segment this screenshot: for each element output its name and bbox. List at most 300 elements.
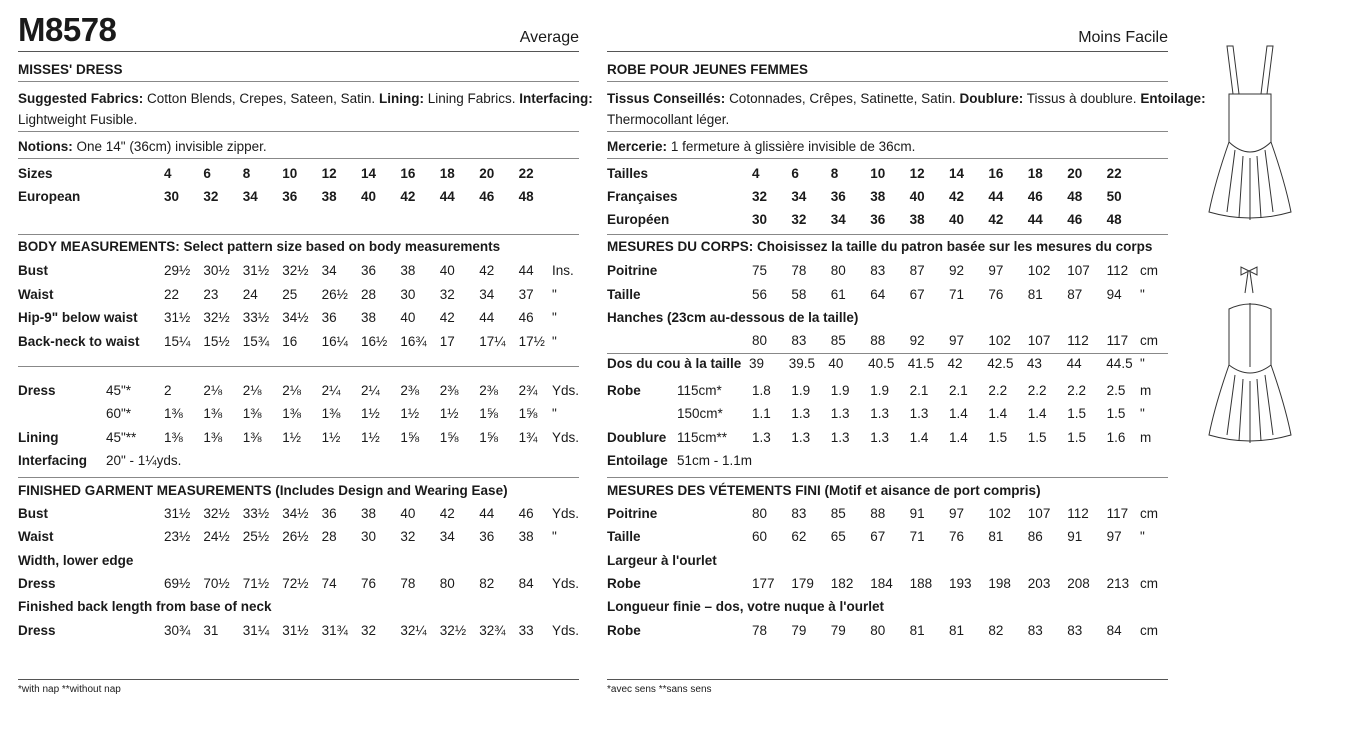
unit-label: " bbox=[552, 310, 557, 325]
table-cell: 33½ bbox=[242, 506, 270, 521]
table-cell: 34 bbox=[439, 529, 455, 544]
table-cell: 79 bbox=[830, 623, 846, 638]
table-cell: 56 bbox=[752, 286, 768, 302]
table-cell: 46 bbox=[1027, 189, 1043, 204]
table-row bbox=[607, 622, 1168, 640]
table-cell: 83 bbox=[870, 263, 886, 278]
table-cell: 1.6 bbox=[1106, 430, 1126, 445]
table-cell: 1⅝ bbox=[439, 430, 459, 445]
table-cell: 2 bbox=[164, 383, 172, 398]
table-cell: 32½ bbox=[203, 506, 230, 521]
table-cell: 42 bbox=[949, 189, 965, 204]
table-cell: 33½ bbox=[242, 310, 270, 325]
table-cell: 38 bbox=[909, 212, 925, 227]
table-cell: 213 bbox=[1106, 576, 1130, 591]
table-cell: 112 bbox=[1067, 333, 1089, 348]
table-cell: 16 bbox=[282, 333, 298, 349]
table-row bbox=[18, 309, 579, 327]
table-cell: 88 bbox=[870, 333, 886, 348]
interfacing-line: Lightweight Fusible. bbox=[18, 112, 138, 127]
table-cell: 17¼ bbox=[479, 333, 506, 349]
table-cell: 24 bbox=[242, 286, 258, 302]
pattern-code: M8578 bbox=[18, 11, 117, 48]
table-cell: 1⅜ bbox=[203, 430, 223, 445]
table-cell: 67 bbox=[909, 286, 925, 302]
table-cell: 32½ bbox=[282, 263, 309, 278]
table-cell: 83 bbox=[791, 333, 807, 348]
table-cell: 2⅜ bbox=[439, 383, 459, 398]
table-cell: 1.3 bbox=[830, 430, 850, 445]
table-cell: 85 bbox=[830, 333, 846, 348]
width-heading-fr: Largeur à l'ourlet bbox=[607, 553, 717, 568]
row-text: 20" - 1¼yds. bbox=[106, 453, 182, 468]
table-row bbox=[18, 528, 579, 546]
table-row bbox=[18, 405, 579, 423]
table-cell: 1½ bbox=[361, 430, 380, 445]
table-cell: 34 bbox=[791, 189, 807, 204]
table-cell: 193 bbox=[949, 576, 972, 591]
table-cell: 83 bbox=[1027, 623, 1043, 638]
unit-label: Yds. bbox=[552, 506, 580, 521]
row-label: Back-neck to waist bbox=[18, 333, 140, 349]
row-label: Taille bbox=[607, 529, 641, 544]
row-label: Hip-9" below waist bbox=[18, 310, 138, 325]
table-cell: 36 bbox=[479, 529, 495, 544]
table-cell: 16 bbox=[400, 166, 416, 181]
table-cell: 17 bbox=[439, 333, 455, 349]
table-cell: 76 bbox=[949, 529, 965, 544]
table-cell: 67 bbox=[870, 529, 886, 544]
row-label: Entoilage bbox=[607, 453, 668, 468]
table-cell: 1⅜ bbox=[321, 406, 341, 421]
table-cell: 1.3 bbox=[752, 430, 771, 445]
table-cell: 31½ bbox=[282, 623, 309, 638]
table-cell: 2⅛ bbox=[242, 383, 262, 398]
table-cell: 12 bbox=[909, 166, 925, 181]
row-label: Robe bbox=[607, 576, 641, 591]
table-cell: 87 bbox=[1067, 286, 1083, 302]
table-cell: 1⅜ bbox=[164, 406, 183, 421]
table-cell: 15¾ bbox=[242, 333, 270, 349]
table-row bbox=[607, 505, 1168, 523]
table-cell: 38 bbox=[361, 310, 377, 325]
table-cell: 34½ bbox=[282, 506, 309, 521]
table-cell: 42 bbox=[439, 506, 455, 521]
fabrics-line-fr: Tissus Conseillés: Cotonnades, Crêpes, Satinette, Satin. Doublure: Tissus à doublure. Entoilage: bbox=[607, 91, 1206, 106]
table-cell: 42 bbox=[947, 356, 963, 371]
table-cell: 34 bbox=[321, 263, 337, 278]
table-cell: 34 bbox=[830, 212, 846, 227]
bow-sketch bbox=[1239, 265, 1259, 295]
table-cell: 4 bbox=[164, 166, 172, 181]
table-cell: 6 bbox=[791, 166, 799, 181]
table-cell: 76 bbox=[988, 286, 1004, 302]
table-cell: 208 bbox=[1067, 576, 1090, 591]
table-cell: 44 bbox=[479, 506, 495, 521]
table-row bbox=[607, 405, 1168, 423]
table-cell: 36 bbox=[321, 310, 337, 325]
row-label: European bbox=[18, 189, 81, 204]
table-cell: 44.5 bbox=[1106, 356, 1133, 371]
table-cell: 1.5 bbox=[1067, 430, 1086, 445]
table-cell: 2.2 bbox=[1067, 383, 1086, 398]
table-cell: 80 bbox=[752, 506, 768, 521]
table-cell: 41.5 bbox=[907, 356, 935, 371]
table-cell: 44 bbox=[439, 189, 455, 204]
table-cell: 1½ bbox=[439, 406, 459, 421]
table-cell: 83 bbox=[1067, 623, 1083, 638]
table-cell: 31½ bbox=[164, 310, 191, 325]
table-row bbox=[607, 211, 1168, 229]
row-label: Dress bbox=[18, 576, 56, 591]
table-cell: 4 bbox=[752, 166, 760, 181]
table-cell: 43 bbox=[1026, 356, 1042, 371]
table-cell: 40.5 bbox=[868, 356, 895, 371]
table-cell: 198 bbox=[988, 576, 1011, 591]
table-cell: 20 bbox=[1067, 166, 1083, 181]
table-cell: 30 bbox=[752, 212, 768, 227]
unit-label: " bbox=[1140, 529, 1145, 544]
length-heading: Finished back length from base of neck bbox=[18, 599, 272, 614]
footnote-fr: *avec sens **sans sens bbox=[607, 684, 712, 695]
table-cell: 23½ bbox=[164, 529, 191, 544]
table-cell: 78 bbox=[752, 623, 768, 638]
table-cell: 31½ bbox=[242, 263, 270, 278]
table-cell: 1.3 bbox=[791, 430, 811, 445]
table-cell: 1.4 bbox=[949, 430, 968, 445]
table-cell: 44 bbox=[1027, 212, 1043, 227]
table-cell: 1⅝ bbox=[479, 406, 498, 421]
table-cell: 80 bbox=[830, 263, 846, 278]
footnote: *with nap **without nap bbox=[18, 684, 121, 695]
table-row bbox=[607, 355, 1168, 373]
table-cell: 1.5 bbox=[1067, 406, 1086, 421]
table-cell: 70½ bbox=[203, 576, 230, 591]
table-cell: 46 bbox=[518, 310, 534, 325]
table-cell: 36 bbox=[282, 189, 298, 204]
table-cell: 40 bbox=[400, 310, 416, 325]
table-cell: 1⅜ bbox=[164, 430, 183, 445]
unit-label: Yds. bbox=[552, 383, 580, 398]
table-cell: 97 bbox=[949, 506, 965, 521]
table-cell: 10 bbox=[870, 166, 886, 181]
row-label: Robe bbox=[607, 383, 641, 398]
table-row bbox=[18, 452, 579, 470]
unit-label: " bbox=[552, 286, 557, 302]
table-cell: 30½ bbox=[203, 263, 230, 278]
table-cell: 1.3 bbox=[830, 406, 850, 421]
table-cell: 2.1 bbox=[949, 383, 968, 398]
table-cell: 32¾ bbox=[479, 623, 506, 638]
row-text: 51cm - 1.1m bbox=[677, 453, 753, 468]
table-cell: 25½ bbox=[242, 529, 270, 544]
table-cell: 80 bbox=[439, 576, 455, 591]
table-cell: 15¼ bbox=[164, 333, 191, 349]
table-cell: 1⅜ bbox=[203, 406, 223, 421]
table-cell: 16¾ bbox=[400, 333, 427, 349]
table-cell: 81 bbox=[988, 529, 1004, 544]
table-cell: 102 bbox=[988, 333, 1011, 348]
table-cell: 48 bbox=[1067, 189, 1083, 204]
unit-label: cm bbox=[1140, 333, 1158, 348]
table-cell: 2.1 bbox=[909, 383, 929, 398]
table-row bbox=[607, 188, 1168, 206]
fabrics-line: Suggested Fabrics: Cotton Blends, Crepes, Sateen, Satin. Lining: Lining Fabrics. Interfacing: bbox=[18, 91, 593, 106]
table-row bbox=[18, 333, 579, 351]
notions-line-fr: Mercerie: 1 fermeture à glissière invisible de 36cm. bbox=[607, 139, 916, 154]
table-cell: 76 bbox=[361, 576, 377, 591]
row-sub-label: 115cm** bbox=[677, 430, 728, 445]
table-cell: 26½ bbox=[282, 529, 309, 544]
table-cell: 88 bbox=[870, 506, 886, 521]
table-cell: 84 bbox=[1106, 623, 1122, 638]
table-cell: 30 bbox=[400, 286, 416, 302]
table-cell: 36 bbox=[830, 189, 846, 204]
table-row bbox=[18, 286, 579, 304]
table-cell: 60 bbox=[752, 529, 768, 544]
table-cell: 10 bbox=[282, 166, 298, 181]
table-row bbox=[18, 505, 579, 523]
table-cell: 32½ bbox=[439, 623, 467, 638]
unit-label: cm bbox=[1140, 506, 1158, 521]
table-cell: 48 bbox=[518, 189, 534, 204]
length-heading-fr: Longueur finie – dos, votre nuque à l'ourlet bbox=[607, 599, 884, 614]
french-column bbox=[607, 0, 1206, 735]
table-cell: 24½ bbox=[203, 529, 230, 544]
difficulty-level-fr: Moins Facile bbox=[1078, 29, 1168, 46]
table-cell: 32 bbox=[361, 623, 377, 638]
table-cell: 36 bbox=[361, 263, 377, 278]
table-cell: 30 bbox=[361, 529, 377, 544]
table-cell: 34 bbox=[242, 189, 258, 204]
table-cell: 81 bbox=[949, 623, 965, 638]
table-cell: 32 bbox=[400, 529, 416, 544]
table-cell: 81 bbox=[909, 623, 925, 638]
table-cell: 1.3 bbox=[870, 430, 889, 445]
table-cell: 42 bbox=[400, 189, 416, 204]
table-cell: 1¾ bbox=[518, 430, 538, 445]
table-cell: 107 bbox=[1067, 263, 1090, 278]
table-cell: 80 bbox=[870, 623, 886, 638]
table-cell: 1.4 bbox=[949, 406, 968, 421]
table-cell: 44 bbox=[479, 310, 495, 325]
table-row bbox=[18, 429, 579, 447]
table-cell: 2⅜ bbox=[479, 383, 498, 398]
table-cell: 2.5 bbox=[1106, 383, 1126, 398]
table-cell: 71 bbox=[909, 529, 925, 544]
table-cell: 64 bbox=[870, 286, 886, 302]
table-cell: 94 bbox=[1106, 286, 1122, 302]
unit-label: cm bbox=[1140, 623, 1158, 638]
table-cell: 1.4 bbox=[988, 406, 1008, 421]
table-cell: 58 bbox=[791, 286, 807, 302]
table-cell: 78 bbox=[400, 576, 416, 591]
table-cell: 92 bbox=[909, 333, 925, 348]
unit-label: " bbox=[1140, 356, 1145, 371]
table-cell: 65 bbox=[830, 529, 846, 544]
row-label: Poitrine bbox=[607, 506, 658, 521]
table-cell: 42 bbox=[988, 212, 1004, 227]
table-cell: 1⅝ bbox=[479, 430, 498, 445]
dress-back-sketch bbox=[1205, 295, 1295, 445]
table-cell: 86 bbox=[1027, 529, 1043, 544]
table-row bbox=[607, 382, 1168, 400]
table-cell: 85 bbox=[830, 506, 846, 521]
table-cell: 1½ bbox=[282, 430, 301, 445]
unit-label: Yds. bbox=[552, 623, 580, 638]
table-cell: 1⅜ bbox=[282, 406, 301, 421]
table-cell: 61 bbox=[830, 286, 846, 302]
table-cell: 31½ bbox=[164, 506, 191, 521]
table-cell: 40 bbox=[439, 263, 455, 278]
table-row bbox=[18, 622, 579, 640]
table-cell: 14 bbox=[949, 166, 965, 181]
row-label: Interfacing bbox=[18, 453, 88, 468]
unit-label: " bbox=[552, 333, 557, 349]
table-row bbox=[607, 575, 1168, 593]
table-row bbox=[607, 286, 1168, 304]
body-measurements-heading-fr: MESURES DU CORPS: Choisissez la taille du patron basée sur les mesures du corps bbox=[607, 239, 1153, 254]
row-label: Lining bbox=[18, 430, 59, 445]
table-cell: 97 bbox=[988, 263, 1004, 278]
table-cell: 36 bbox=[870, 212, 886, 227]
table-cell: 71 bbox=[949, 286, 965, 302]
row-label: Dress bbox=[18, 623, 56, 638]
row-label: Tailles bbox=[607, 166, 649, 181]
table-cell: 97 bbox=[1106, 529, 1122, 544]
table-cell: 71½ bbox=[242, 576, 270, 591]
table-row bbox=[18, 165, 579, 183]
table-cell: 44 bbox=[988, 189, 1004, 204]
table-cell: 25 bbox=[282, 286, 298, 302]
row-sub-label: 150cm* bbox=[677, 406, 723, 421]
table-cell: 40 bbox=[909, 189, 925, 204]
hanches-label: Hanches (23cm au-dessous de la taille) bbox=[607, 310, 859, 325]
unit-label: m bbox=[1140, 430, 1152, 445]
table-cell: 48 bbox=[1106, 212, 1122, 227]
table-cell: 2⅛ bbox=[282, 383, 301, 398]
table-cell: 1.5 bbox=[988, 430, 1008, 445]
table-cell: 1.4 bbox=[909, 430, 929, 445]
table-cell: 6 bbox=[203, 166, 211, 181]
table-cell: 23 bbox=[203, 286, 219, 302]
section-title-fr: ROBE POUR JEUNES FEMMES bbox=[607, 62, 809, 77]
table-row bbox=[607, 332, 1168, 350]
table-cell: 2¾ bbox=[518, 383, 538, 398]
row-label: Poitrine bbox=[607, 263, 658, 278]
table-cell: 1.5 bbox=[1106, 406, 1126, 421]
table-row bbox=[607, 452, 1168, 470]
table-cell: 50 bbox=[1106, 189, 1122, 204]
table-cell: 2⅛ bbox=[203, 383, 223, 398]
table-row bbox=[18, 382, 579, 400]
table-cell: 203 bbox=[1027, 576, 1051, 591]
unit-label: Yds. bbox=[552, 576, 580, 591]
table-cell: 42 bbox=[439, 310, 455, 325]
table-cell: 28 bbox=[361, 286, 377, 302]
table-cell: 1.5 bbox=[1027, 430, 1047, 445]
table-cell: 112 bbox=[1067, 506, 1089, 521]
table-cell: 117 bbox=[1106, 506, 1129, 521]
table-cell: 12 bbox=[321, 166, 337, 181]
table-cell: 1½ bbox=[400, 406, 420, 421]
row-label: Waist bbox=[18, 286, 54, 302]
table-cell: 1.3 bbox=[870, 406, 889, 421]
table-cell: 20 bbox=[479, 166, 495, 181]
row-label: Françaises bbox=[607, 189, 678, 204]
table-row bbox=[607, 429, 1168, 447]
row-sub-label: 115cm* bbox=[677, 383, 722, 398]
table-row bbox=[18, 188, 579, 206]
table-cell: 22 bbox=[1106, 166, 1122, 181]
table-cell: 112 bbox=[1106, 263, 1129, 278]
table-cell: 31 bbox=[203, 623, 219, 638]
table-cell: 1.4 bbox=[1027, 406, 1047, 421]
table-cell: 1.1 bbox=[752, 406, 771, 421]
table-row bbox=[607, 262, 1168, 280]
row-sub-label: 45"* bbox=[106, 383, 132, 398]
table-cell: 82 bbox=[988, 623, 1004, 638]
table-cell: 38 bbox=[361, 506, 377, 521]
finished-heading: FINISHED GARMENT MEASUREMENTS (Includes Design and Wearing Ease) bbox=[18, 483, 508, 498]
table-cell: 2⅜ bbox=[400, 383, 420, 398]
table-cell: 182 bbox=[830, 576, 854, 591]
body-measurements-heading: BODY MEASUREMENTS: Select pattern size based on body measurements bbox=[18, 239, 501, 254]
interfacing-line-fr: Thermocollant léger. bbox=[607, 112, 730, 127]
table-cell: 40 bbox=[828, 356, 844, 371]
table-cell: 30 bbox=[164, 189, 180, 204]
unit-label: " bbox=[1140, 286, 1145, 302]
table-cell: 91 bbox=[909, 506, 925, 521]
table-cell: 1.8 bbox=[752, 383, 771, 398]
table-cell: 38 bbox=[321, 189, 337, 204]
table-cell: 107 bbox=[1027, 506, 1051, 521]
table-cell: 82 bbox=[479, 576, 495, 591]
table-cell: 1⅝ bbox=[518, 406, 538, 421]
table-cell: 16½ bbox=[361, 333, 388, 349]
row-label: Doublure bbox=[607, 430, 667, 445]
table-cell: 17½ bbox=[518, 333, 545, 349]
row-sub-label: 45"** bbox=[106, 430, 137, 445]
table-row bbox=[18, 262, 579, 280]
width-heading: Width, lower edge bbox=[18, 553, 134, 568]
table-cell: 92 bbox=[949, 263, 965, 278]
table-cell: 32 bbox=[439, 286, 455, 302]
table-cell: 1.9 bbox=[870, 383, 889, 398]
table-row bbox=[607, 165, 1168, 183]
table-cell: 179 bbox=[791, 576, 814, 591]
table-cell: 16 bbox=[988, 166, 1004, 181]
table-cell: 184 bbox=[870, 576, 893, 591]
table-cell: 87 bbox=[909, 263, 925, 278]
table-cell: 44 bbox=[1066, 356, 1082, 371]
table-cell: 46 bbox=[518, 506, 534, 521]
table-cell: 8 bbox=[830, 166, 839, 181]
dress-front-sketch bbox=[1205, 42, 1295, 222]
table-cell: 2¼ bbox=[361, 383, 380, 398]
table-cell: 14 bbox=[361, 166, 377, 181]
table-cell: 37 bbox=[518, 286, 534, 302]
table-cell: 72½ bbox=[282, 576, 309, 591]
table-cell: 39.5 bbox=[788, 356, 815, 371]
table-cell: 83 bbox=[791, 506, 807, 521]
table-cell: 188 bbox=[909, 576, 933, 591]
table-cell: 39 bbox=[749, 356, 765, 371]
table-row bbox=[18, 575, 579, 593]
table-cell: 29½ bbox=[164, 263, 191, 278]
section-title: MISSES' DRESS bbox=[18, 62, 123, 77]
unit-label: cm bbox=[1140, 263, 1158, 278]
